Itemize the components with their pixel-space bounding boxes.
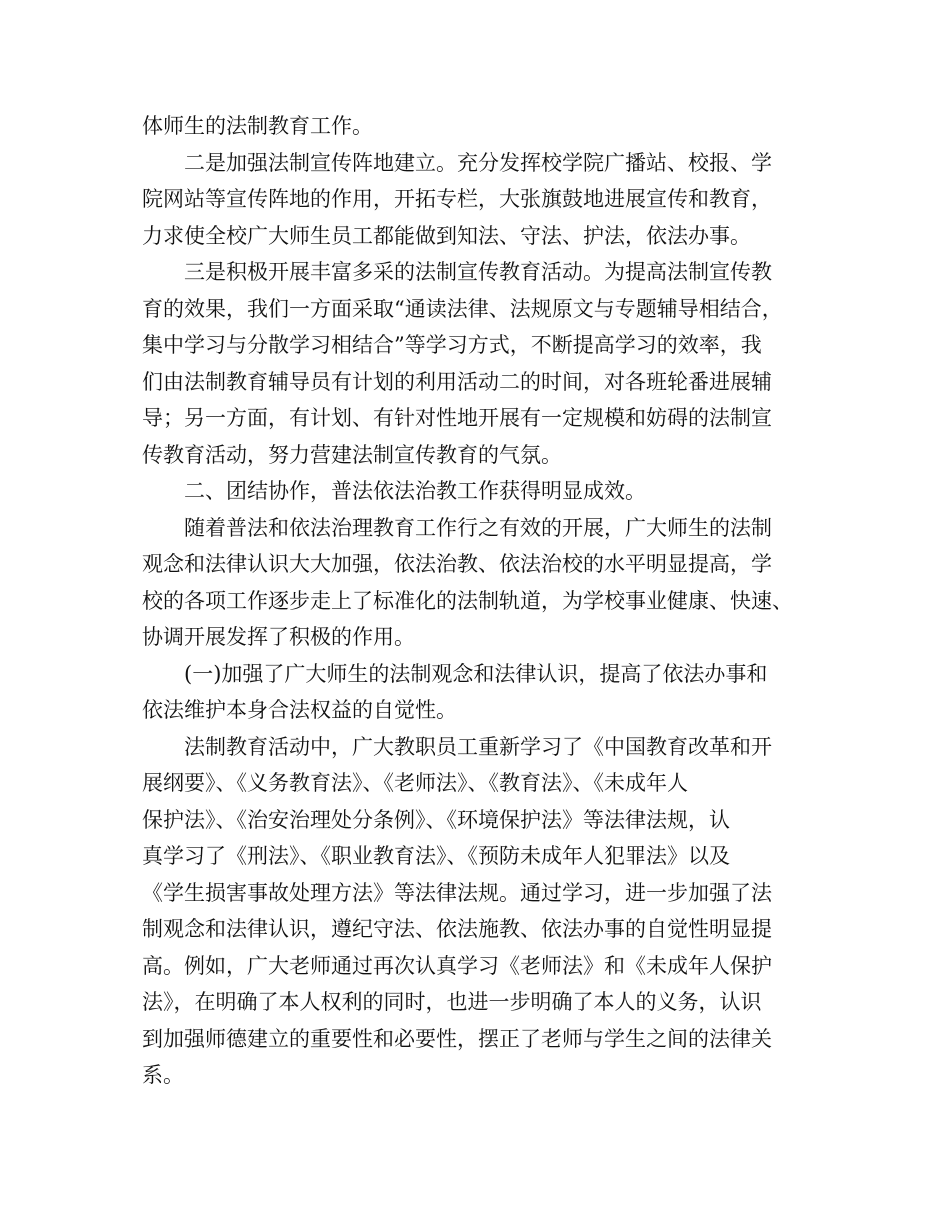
text-line: 协调开展发挥了积极的作用。 [142,625,415,649]
text-line: (一)加强了广大师生的法制观念和法律认识，提高了依法办事和 [142,661,768,686]
text-line: 观念和法律认识大大加强，依法治教、依法治校的水平明显提高，学 [142,552,772,576]
text-line: 制观念和法律认识，遵纪守法、依法施教、依法办事的自觉性明显提 [142,917,772,941]
text-line: 系。 [142,1063,184,1087]
text-line: 二、团结协作，普法依法治教工作获得明显成效。 [142,479,646,503]
text-line: 法》，在明确了本人权利的同时，也进一步明确了本人的义务，认识 [142,990,762,1014]
text-line: 导；另一方面，有计划、有针对性地开展有一定规模和妨碍的法制宣 [142,406,772,430]
text-line: 法制教育活动中，广大教职员工重新学习了《中国教育改革和开 [142,734,772,759]
text-line: 高。例如，广大老师通过再次认真学习《老师法》和《未成年人保护 [142,953,772,978]
text-line: 集中学习与分散学习相结合”等学习方式，不断提高学习的效率，我 [142,333,762,357]
text-line: 展纲要》、《义务教育法》、《老师法》、《教育法》、《未成年人 [142,771,688,795]
text-line: 到加强师德建立的重要性和必要性，摆正了老师与学生之间的法律关 [142,1026,772,1051]
body-text [142,108,824,1094]
text-line: 传教育活动，努力营建法制宣传教育的气氛。 [142,442,562,467]
text-line: 院网站等宣传阵地的作用，开拓专栏，大张旗鼓地进展宣传和教育， [142,187,772,211]
text-line: 力求使全校广大师生员工都能做到知法、守法、护法，依法办事。 [142,223,751,248]
text-line: 体师生的法制教育工作。 [142,114,373,138]
text-line: 二是加强法制宣传阵地建立。充分发挥校学院广播站、校报、学 [142,150,772,175]
text-line: 《学生损害事故处理方法》等法律法规。通过学习，进一步加强了法 [142,880,772,905]
text-line: 保护法》、《治安治理处分条例》、《环境保护法》等法律法规，认 [142,807,730,832]
text-line: 们由法制教育辅导员有计划的利用活动二的时间，对各班轮番进展辅 [142,369,772,394]
text-line: 育的效果，我们一方面采取“通读法律、法规原文与专题辅导相结合， [142,296,783,321]
text-line: 真学习了《刑法》、《职业教育法》、《预防未成年人犯罪法》以及 [142,844,730,868]
text-line: 随着普法和依法治理教育工作行之有效的开展，广大师生的法制 [142,515,772,540]
text-line: 校的各项工作逐步走上了标准化的法制轨道，为学校事业健康、快速、 [142,588,793,613]
text-line: 依法维护本身合法权益的自觉性。 [142,698,457,722]
text-line: 三是积极开展丰富多采的法制宣传教育活动。为提高法制宣传教 [142,260,772,284]
